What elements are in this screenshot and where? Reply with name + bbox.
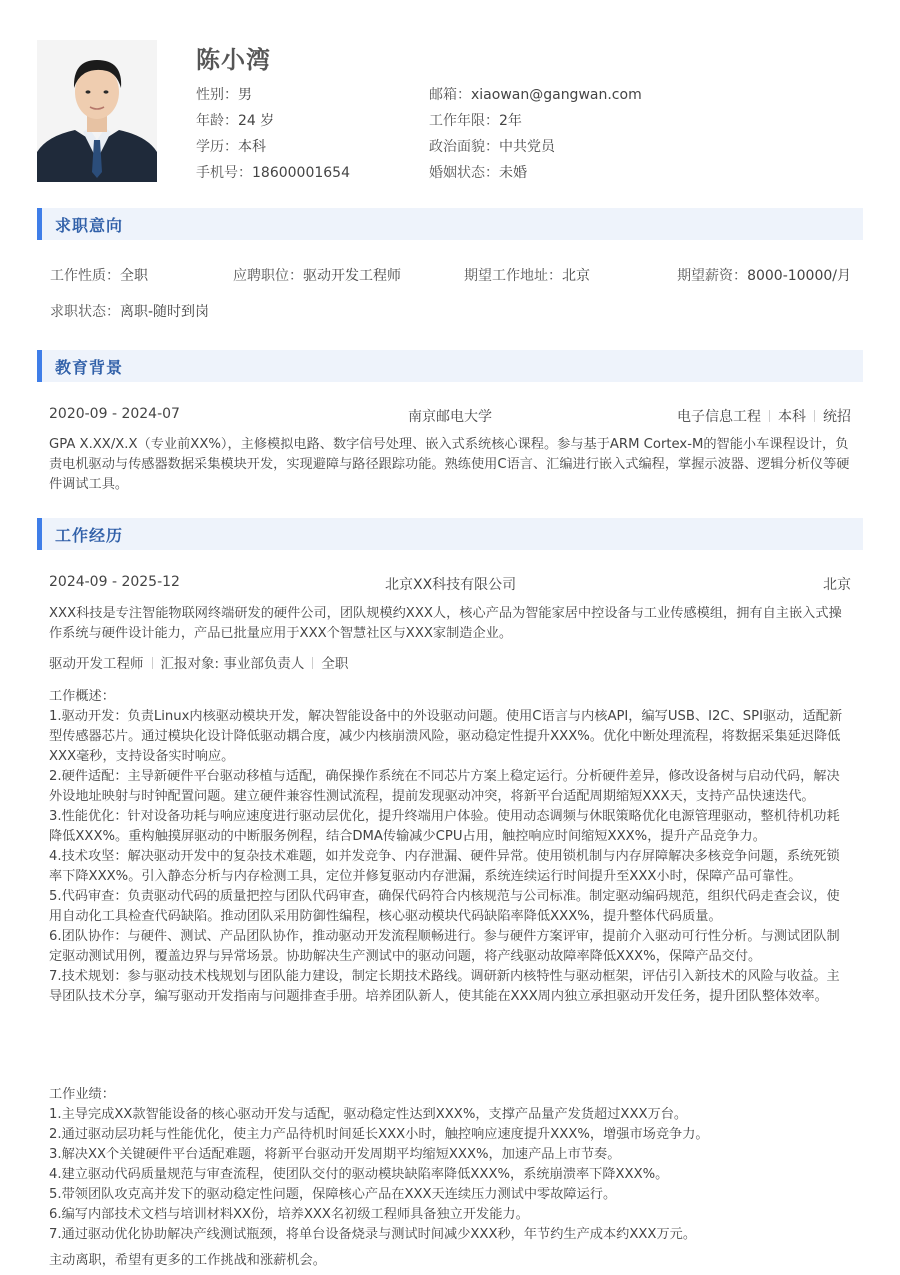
overview-item: 1.驱动开发：负责Linux内核驱动模块开发，解决智能设备中的外设驱动问题。使用C语言与内核API，编写USB、I2C、SPI驱动，适配新型传感器芯片。通过模块化设计降低驱动耦合度，减少内核崩溃风险，驱动稳定性提升XXX%。优化中断处理流程，将数据采集延迟降低XXX毫秒，支持设备实时响应。	[49, 709, 843, 764]
email-value: xiaowan@gangwan.com	[471, 87, 642, 103]
edu-school: 南京邮电大学	[408, 409, 492, 425]
divider	[769, 410, 770, 422]
edu-label: 学历：	[196, 139, 238, 155]
work-period: 2024-09 - 2025-12	[49, 574, 180, 590]
work-overview	[49, 687, 851, 1007]
achievement-item: 2.通过驱动层功耗与性能优化，使主力产品待机时间延长XXX小时，触控响应速度提升XXX%，增强市场竞争力。	[49, 1127, 709, 1142]
phone-value: 18600001654	[252, 165, 350, 181]
intent-position	[233, 265, 401, 285]
status-value: 离职-随时到岗	[120, 304, 210, 320]
info-gender	[196, 82, 252, 108]
achievement-item: 4.建立驱动代码质量规范与审查流程，使团队交付的驱动模块缺陷率降低XXX%，系统崩溃率下降XXX%。	[49, 1167, 669, 1182]
work-role: 驱动开发工程师	[49, 656, 144, 672]
info-phone	[196, 160, 350, 186]
info-years	[429, 108, 522, 134]
section-education-title: 教育背景	[55, 358, 124, 377]
intent-status	[50, 301, 209, 321]
section-education-header	[37, 350, 863, 382]
marital-value: 未婚	[499, 165, 527, 181]
intent-salary	[677, 265, 851, 285]
info-politics	[429, 134, 555, 160]
achievement-item: 3.解决XX个关键硬件平台适配难题，将新平台驱动开发周期平均缩短XXX%，加速产品上市节奏。	[49, 1147, 621, 1162]
achievement-item: 1.主导完成XX款智能设备的核心驱动开发与适配，驱动稳定性达到XXX%，支撑产品量产发货超过XXX万台。	[49, 1107, 688, 1122]
overview-title: 工作概述：	[49, 689, 115, 704]
email-label: 邮箱：	[429, 87, 471, 103]
location-value: 北京	[562, 268, 590, 284]
info-age	[196, 108, 274, 134]
location-label: 期望工作地址：	[464, 268, 562, 284]
section-accent-bar	[37, 208, 42, 240]
info-marital	[429, 160, 527, 186]
info-email	[429, 82, 642, 108]
leave-reason: 主动离职，希望有更多的工作挑战和涨薪机会。	[49, 1253, 326, 1268]
years-value: 2年	[499, 113, 522, 129]
overview-item: 6.团队协作：与硬件、测试、产品团队协作，推动驱动开发流程顺畅进行。参与硬件方案评审，提前介入驱动可行性分析。与测试团队制定驱动测试用例，覆盖边界与异常场景。协助解决生产测试中的驱动问题，将产线驱动故障率降低XXX%，保障产品交付。	[49, 929, 840, 964]
section-accent-bar	[37, 518, 42, 550]
company-description: XXX科技是专注智能物联网终端研发的硬件公司，团队规模约XXX人，核心产品为智能家居中控设备与工业传感模组，拥有自主嵌入式操作系统与硬件设计能力，产品已批量应用于XXX个智慧社区与XXX家制造企业。	[49, 606, 842, 641]
nature-value: 全职	[120, 268, 148, 284]
position-label: 应聘职位：	[233, 268, 303, 284]
work-city: 北京	[823, 577, 851, 593]
salary-label: 期望薪资：	[677, 268, 748, 284]
overview-item: 5.代码审查：负责驱动代码的质量把控与团队代码审查，确保代码符合内核规范与公司标准。制定驱动编码规范，组织代码走查会议，使用自动化工具检查代码缺陷。推动团队采用防御性编程，核心驱动模块代码缺陷率降低XXX%，提升整体代码质量。	[49, 889, 840, 924]
status-label: 求职状态：	[50, 304, 120, 320]
edu-major: 电子信息工程	[677, 409, 761, 425]
edu-degree: 本科	[778, 409, 806, 425]
divider	[814, 410, 815, 422]
edu-type: 统招	[823, 409, 851, 425]
gender-label: 性别：	[196, 87, 238, 103]
work-achievements	[49, 1085, 851, 1245]
overview-item: 2.硬件适配：主导新硬件平台驱动移植与适配，确保操作系统在不同芯片方案上稳定运行。分析硬件差异，修改设备树与启动代码，解决外设地址映射与时钟配置问题。建立硬件兼容性测试流程，提前发现驱动冲突，将新平台适配周期缩短XXX天，支持产品快速迭代。	[49, 769, 840, 804]
edu-value: 本科	[238, 139, 266, 155]
marital-label: 婚姻状态：	[429, 165, 499, 181]
salary-value: 8000-10000/月	[747, 268, 851, 284]
profile-photo	[37, 40, 157, 182]
section-intent-header	[37, 208, 863, 240]
years-label: 工作年限：	[429, 113, 499, 129]
section-intent-title: 求职意向	[55, 216, 124, 235]
intent-nature	[50, 265, 148, 285]
work-report: 汇报对象: 事业部负责人	[160, 656, 305, 672]
intent-location	[464, 265, 590, 285]
divider	[152, 657, 153, 669]
achievements-title: 工作业绩：	[49, 1087, 115, 1102]
edu-period: 2020-09 - 2024-07	[49, 406, 180, 422]
phone-label: 手机号：	[196, 165, 252, 181]
gender-value: 男	[238, 87, 252, 103]
nature-label: 工作性质：	[50, 268, 120, 284]
work-company: 北京XX科技有限公司	[385, 577, 517, 593]
overview-item: 4.技术攻坚：解决驱动开发中的复杂技术难题，如并发竞争、内存泄漏、硬件异常。使用锁机制与内存屏障解决多核竞争问题，系统死锁率下降XXX%。引入静态分析与内存检测工具，定位并修复驱动内存泄漏，系统连续运行时间提升至XXX小时，保障产品可靠性。	[49, 849, 840, 884]
age-value: 24 岁	[238, 113, 275, 129]
edu-description: GPA X.XX/X.X（专业前XX%），主修模拟电路、数字信号处理、嵌入式系统核心课程。参与基于ARM Cortex-M的智能小车课程设计，负责电机驱动与传感器数据采集模块开发，实现避障与路径跟踪功能。熟练使用C语言、汇编进行嵌入式编程，掌握示波器、逻辑分析仪等硬件调试工具。	[49, 437, 850, 492]
candidate-name: 陈小湾	[196, 46, 271, 74]
section-accent-bar	[37, 350, 42, 382]
politics-value: 中共党员	[499, 139, 555, 155]
work-jobtype: 全职	[321, 656, 349, 672]
politics-label: 政治面貌：	[429, 139, 499, 155]
overview-item: 7.技术规划：参与驱动技术栈规划与团队能力建设，制定长期技术路线。调研新内核特性与驱动框架，评估引入新技术的风险与收益。主导团队技术分享，编写驱动开发指南与问题排查手册。培养团队新人，使其能在XXX周内独立承担驱动开发任务，提升团队整体效率。	[49, 969, 840, 1004]
achievement-item: 6.编写内部技术文档与培训材料XX份，培养XXX名初级工程师具备独立开发能力。	[49, 1207, 529, 1222]
age-label: 年龄：	[196, 113, 238, 129]
section-work-header	[37, 518, 863, 550]
section-work-title: 工作经历	[55, 526, 124, 545]
work-meta	[49, 652, 348, 672]
edu-meta	[677, 406, 851, 426]
overview-item: 3.性能优化：针对设备功耗与响应速度进行驱动层优化，提升终端用户体验。使用动态调频与休眠策略优化电源管理驱动，整机待机功耗降低XXX%。重构触摸屏驱动的中断服务例程，结合DMA传输减少CPU占用，触控响应时间缩短XXX%，提升产品竞争力。	[49, 809, 840, 844]
divider	[312, 657, 313, 669]
position-value: 驱动开发工程师	[303, 268, 401, 284]
achievement-item: 5.带领团队攻克高并发下的驱动稳定性问题，保障核心产品在XXX天连续压力测试中零故障运行。	[49, 1187, 617, 1202]
achievement-item: 7.通过驱动优化协助解决产线测试瓶颈，将单台设备烧录与测试时间减少XXX秒，年节约生产成本约XXX万元。	[49, 1227, 697, 1242]
info-education	[196, 134, 266, 160]
